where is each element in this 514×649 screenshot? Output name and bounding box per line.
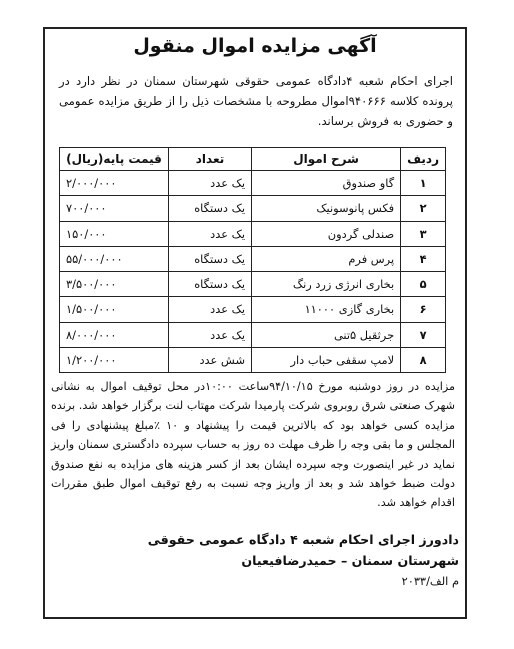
table-row	[60, 246, 446, 271]
signer-line: دادورز اجرای احکام شعبه ۴ دادگاه عمومی حقوقی شهرستان سمنان – حمیدرضافیعیان	[147, 532, 459, 568]
row-index: ۶	[401, 297, 446, 322]
row-description: لامپ سقفی حباب دار	[252, 347, 401, 372]
row-description: پرس فرم	[252, 246, 401, 271]
row-quantity: یک عدد	[169, 297, 252, 322]
row-quantity: شش عدد	[169, 347, 252, 372]
row-quantity: یک عدد	[169, 171, 252, 196]
row-price: ۵۵/۰۰۰/۰۰۰	[60, 246, 169, 271]
row-price: ۲/۰۰۰/۰۰۰	[60, 171, 169, 196]
header-description: شرح اموال	[252, 148, 401, 171]
row-description: فکس پانوسونیک	[252, 196, 401, 221]
row-price: ۳/۵۰۰/۰۰۰	[60, 272, 169, 297]
row-quantity: یک عدد	[169, 221, 252, 246]
row-price: ۱/۲۰۰/۰۰۰	[60, 347, 169, 372]
table-row	[60, 171, 446, 196]
row-index: ۲	[401, 196, 446, 221]
row-quantity: یک دستگاه	[169, 272, 252, 297]
row-quantity: یک دستگاه	[169, 246, 252, 271]
row-index: ۷	[401, 322, 446, 347]
row-price: ۱/۵۰۰/۰۰۰	[60, 297, 169, 322]
row-description: جرثقیل ۵تنی	[252, 322, 401, 347]
notice-title: آگهی مزایده اموال منقول	[133, 35, 377, 57]
table-row	[60, 196, 446, 221]
items-table	[59, 147, 446, 373]
table-row	[60, 297, 446, 322]
row-index: ۱	[401, 171, 446, 196]
terms-paragraph: مزایده در روز دوشنبه مورخ ۹۴/۱۰/۱۵ساعت ۱۰:۰۰در محل توقیف اموال به نشانی شهرک صنعتی شرق روبروی شرکت پارمیدا شرکت مهتاب لنت برگزار خواهد شد. برنده مزایده کسی خواهد بود که بالاترین قیمت را پیشنهاد و ۱۰ ٪مبلغ پیشنهادی را فی المجلس و ما بقی وجه را ظرف مهلت ده روز به حساب سپرده دادگستری سمنان واریز نماید در غیر اینصورت وجه سپرده ایشان بعد از کسر هزینه های مزایده به نفع صندوق دولت ضبط خواهد شد و بعد از واریز وجه نسبت به رفع توقیف اموال طبق مقررات اقدام خواهد شد.	[51, 380, 455, 510]
table-row	[60, 221, 446, 246]
row-price: ۷۰۰/۰۰۰	[60, 196, 169, 221]
table-row	[60, 347, 446, 372]
row-index: ۸	[401, 347, 446, 372]
table-row	[60, 272, 446, 297]
row-index: ۴	[401, 246, 446, 271]
row-description: گاو صندوق	[252, 171, 401, 196]
row-quantity: یک دستگاه	[169, 196, 252, 221]
row-description: بخاری گازی ۱۱۰۰۰	[252, 297, 401, 322]
row-price: ۱۵۰/۰۰۰	[60, 221, 169, 246]
notice-frame	[43, 27, 467, 619]
reference-code: م الف/۲۰۳۳	[401, 574, 459, 588]
row-description: صندلی گردون	[252, 221, 401, 246]
row-index: ۵	[401, 272, 446, 297]
row-price: ۸/۰۰۰/۰۰۰	[60, 322, 169, 347]
row-description: بخاری انرژی زرد رنگ	[252, 272, 401, 297]
table-row	[60, 322, 446, 347]
table-header-row	[60, 148, 446, 171]
intro-paragraph: اجرای احکام شعبه ۴دادگاه عمومی حقوقی شهرستان سمنان در نظر دارد در پرونده کلاسه ۹۴۰۶۶۶اموال مطروحه با مشخصات ذیل را از طریق مزایده عمومی و حضوری به فروش برساند.	[59, 74, 453, 128]
header-price: قیمت پایه(ریال)	[60, 148, 169, 171]
row-quantity: یک عدد	[169, 322, 252, 347]
header-index: ردیف	[401, 148, 446, 171]
row-index: ۳	[401, 221, 446, 246]
header-quantity: تعداد	[169, 148, 252, 171]
